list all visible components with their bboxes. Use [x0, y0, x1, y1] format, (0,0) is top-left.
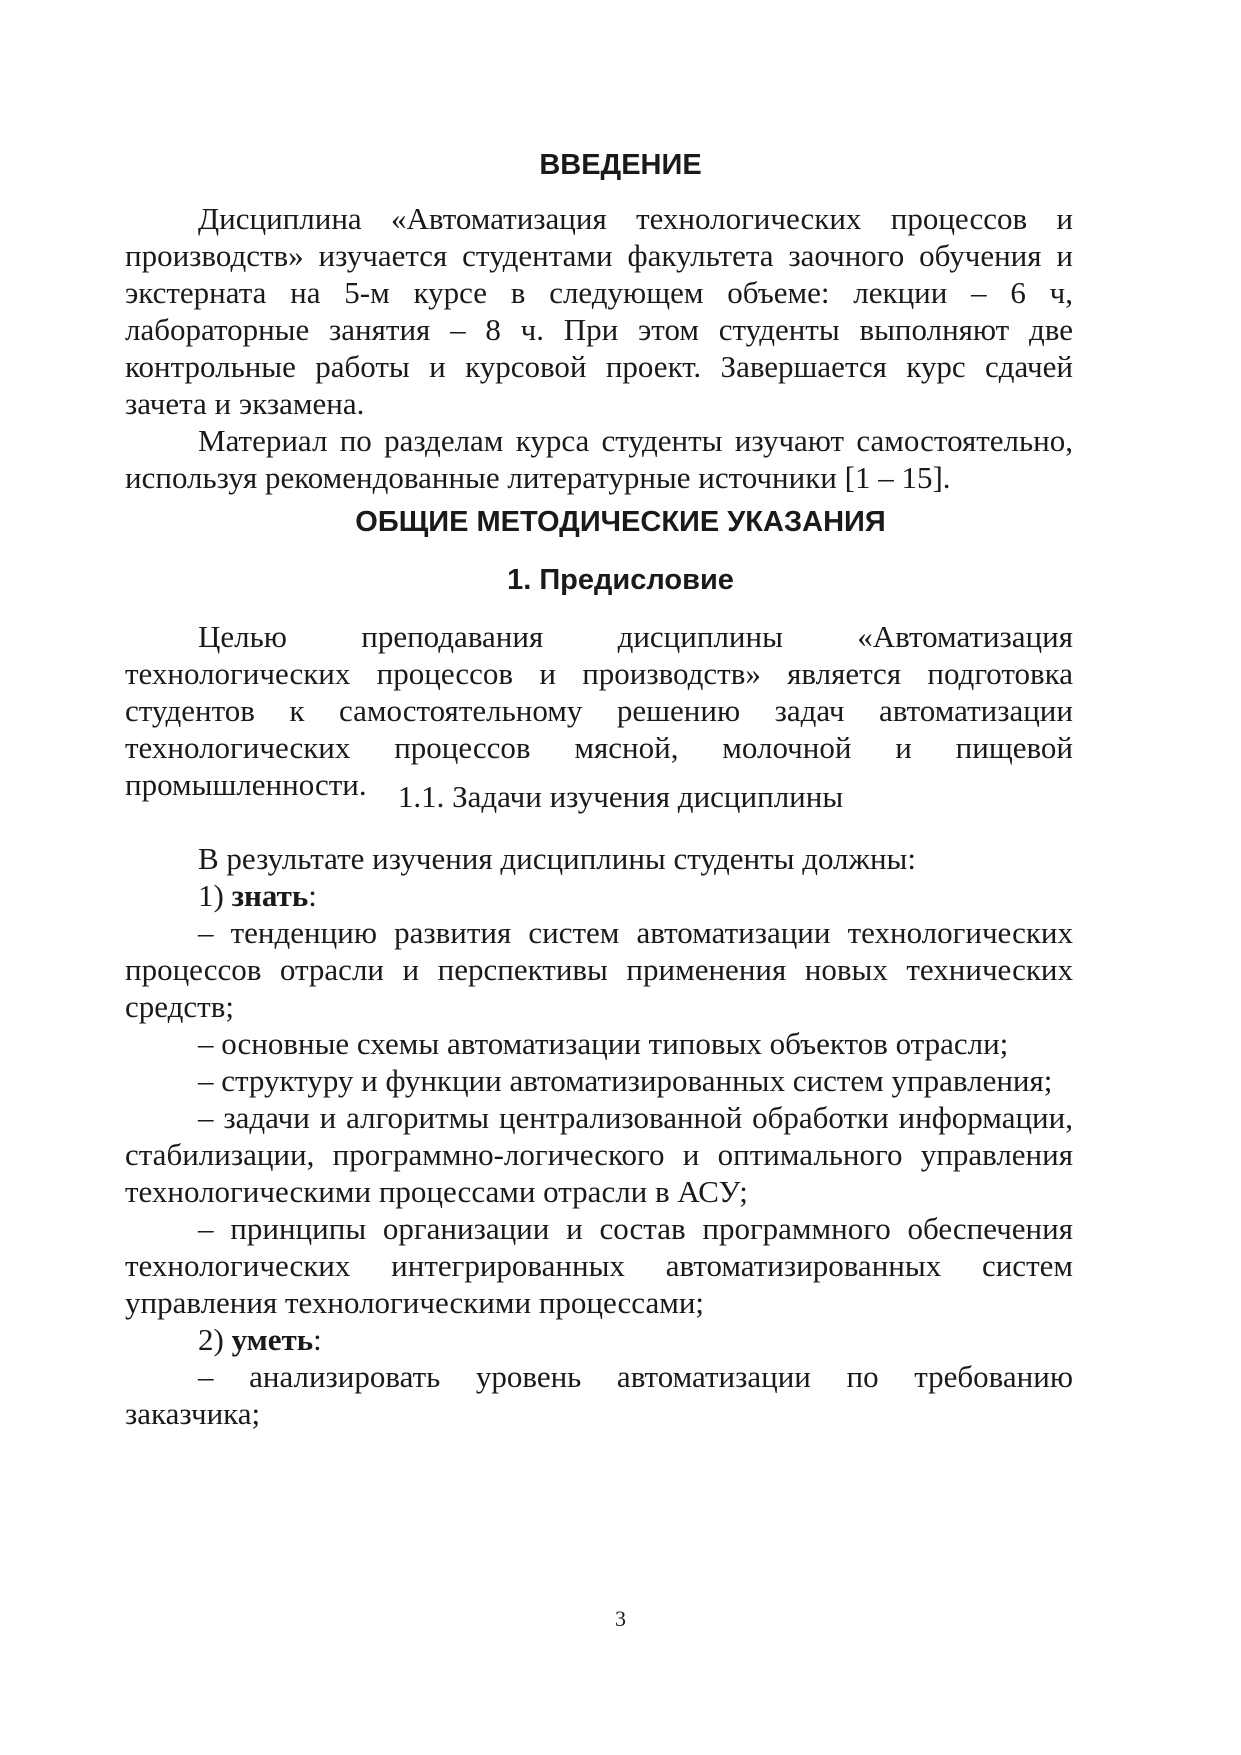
know-item-4: – задачи и алгоритмы централизованной обработки информации, стабилизации, программно-логического и оптимального управления технологическими процессами отрасли в АСУ; — [125, 1100, 1073, 1209]
general-heading: ОБЩИЕ МЕТОДИЧЕСКИЕ УКАЗАНИЯ — [355, 506, 886, 538]
tasks-body — [125, 840, 1073, 1432]
can-colon: : — [313, 1322, 322, 1357]
intro-paragraph-1: Дисциплина «Автоматизация технологических процессов и производств» изучается студентами факультета заочного обучения и экстерната на 5-м курсе в следующем объеме: лекции – 6 ч, лабораторные занятия – 8 ч. При этом студенты выполняют две контрольные работы и курсовой проект. Завершается курс сдачей зачета и экзамена. — [125, 201, 1073, 421]
tasks-lead: В результате изучения дисциплины студенты должны: — [198, 841, 916, 876]
tasks-heading: 1.1. Задачи изучения дисциплины — [397, 779, 844, 814]
intro-body — [125, 200, 1073, 496]
can-item-1: – анализировать уровень автоматизации по требованию заказчика; — [125, 1359, 1073, 1431]
know-colon: : — [308, 878, 317, 913]
intro-heading: ВВЕДЕНИЕ — [539, 149, 702, 181]
know-item-2: – основные схемы автоматизации типовых объектов отрасли; — [198, 1026, 1009, 1061]
know-item-5: – принципы организации и состав программного обеспечения технологических интегрированных автоматизированных систем управления технологическими процессами; — [125, 1211, 1073, 1320]
intro-paragraph-2: Материал по разделам курса студенты изучают самостоятельно, используя рекомендованные литературные источники [1 – 15]. — [125, 423, 1073, 495]
preface-body — [125, 618, 1073, 803]
know-label — [125, 877, 1073, 914]
preface-heading: 1. Предисловие — [507, 564, 734, 596]
know-number: 1) — [198, 878, 224, 913]
can-word: уметь — [231, 1322, 314, 1357]
can-label — [125, 1321, 1073, 1358]
know-item-3: – структуру и функции автоматизированных систем управления; — [198, 1063, 1053, 1098]
know-item-1: – тенденцию развития систем автоматизации технологических процессов отрасли и перспективы применения новых технических средств; — [125, 915, 1073, 1024]
preface-paragraph: Целью преподавания дисциплины «Автоматизация технологических процессов и производств» является подготовка студентов к самостоятельному решению задач автоматизации технологических процессов мясной, молочной и пищевой промышленности. — [125, 619, 1073, 802]
know-word: знать — [231, 878, 309, 913]
page-number: 3 — [615, 1606, 626, 1631]
can-number: 2) — [198, 1322, 224, 1357]
